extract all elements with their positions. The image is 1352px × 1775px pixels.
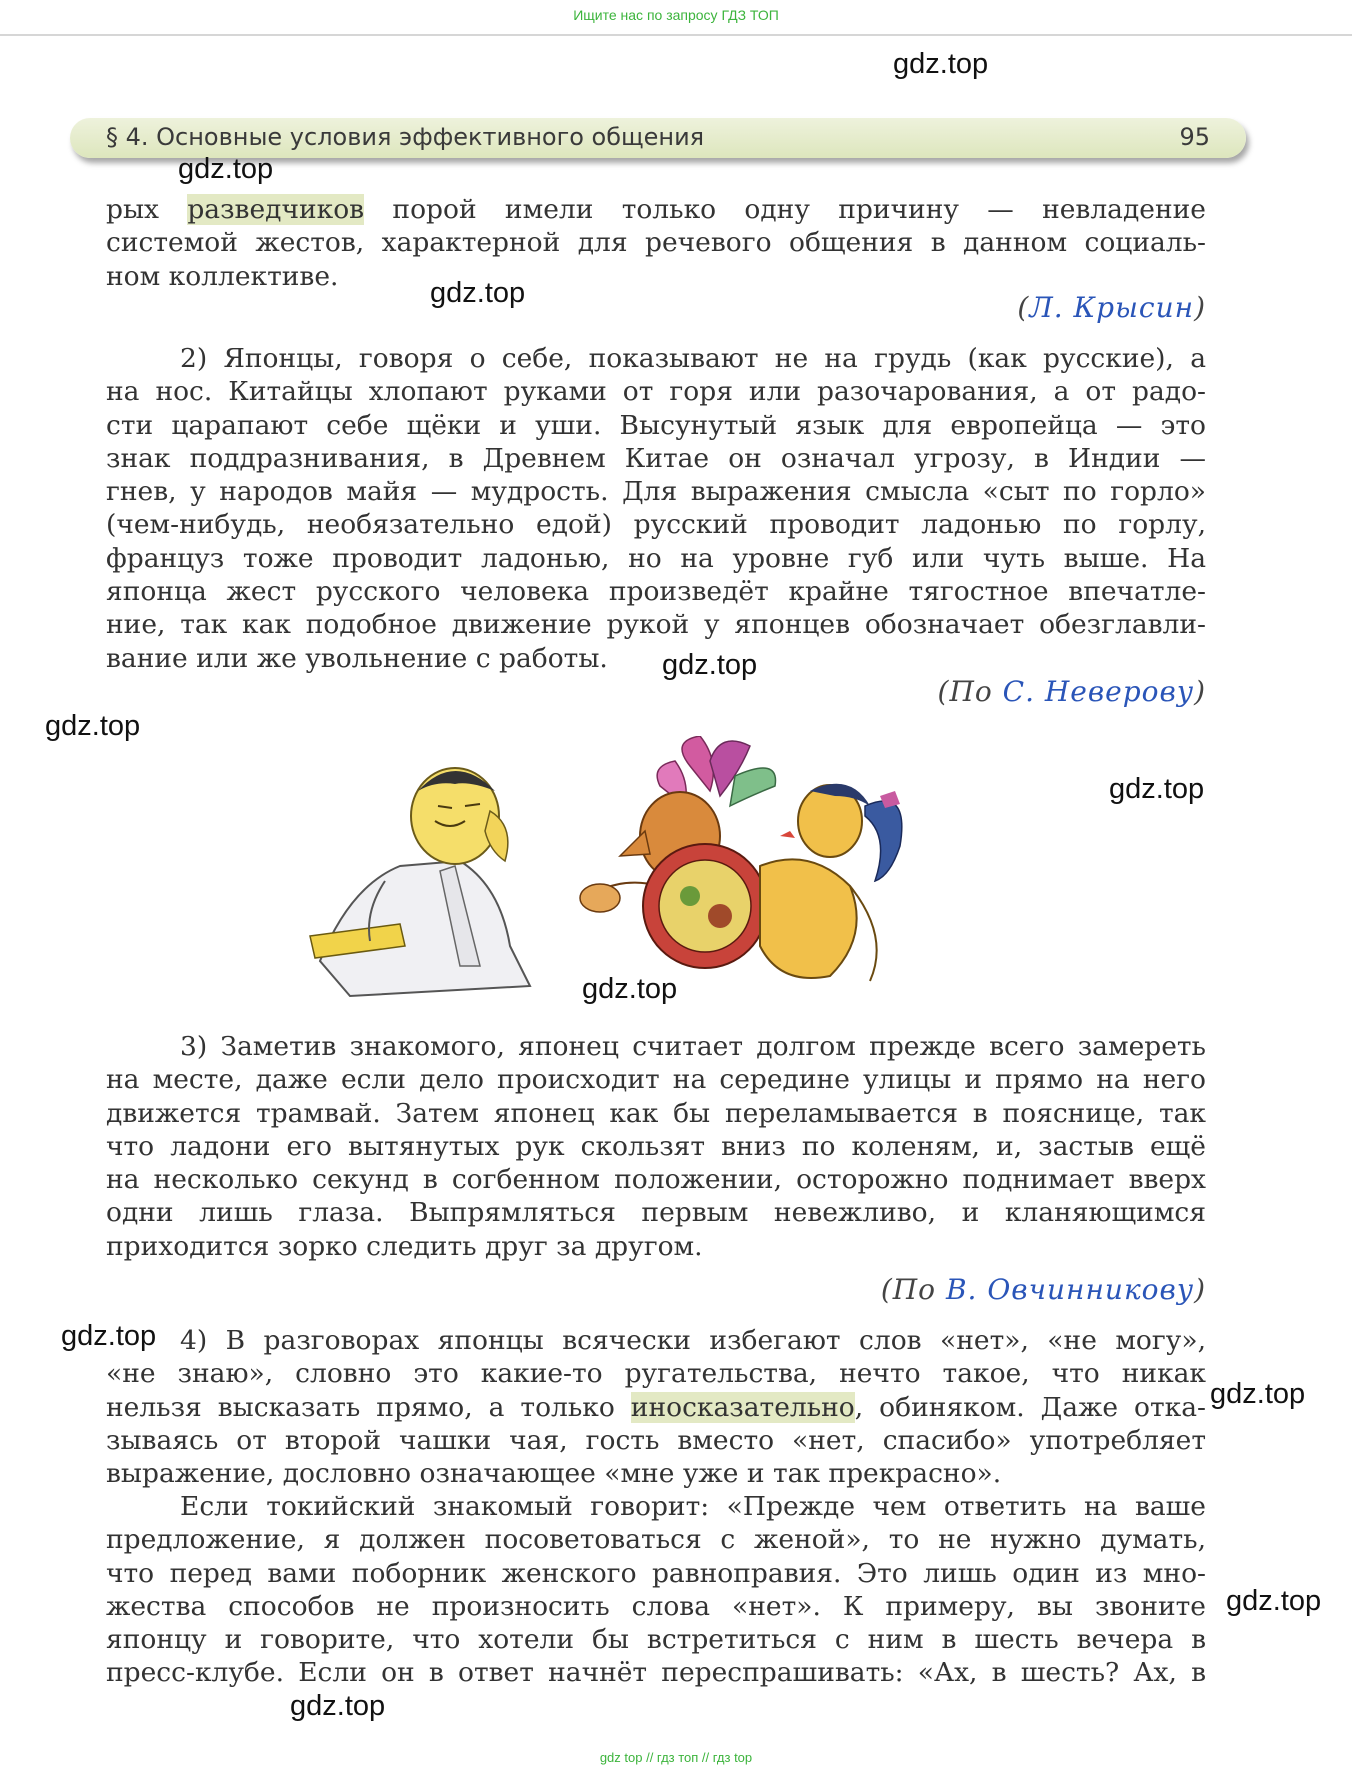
paragraph-2 bbox=[106, 342, 1206, 675]
text-line: гнев, у народов майя — мудрость. Для выражения смысла «сыт по горло» bbox=[106, 476, 1206, 508]
text-line: что перед вами поборник женского равноправия. Это лишь один из мно- bbox=[106, 1557, 1206, 1589]
watermark: gdz.top bbox=[1210, 1378, 1306, 1410]
source-attribution-2: (По С. Неверову) bbox=[937, 675, 1206, 708]
author-link[interactable]: С. Неверову bbox=[1002, 675, 1195, 708]
paragraph-5 bbox=[106, 1490, 1206, 1690]
source-attribution-3: (По В. Овчинникову) bbox=[880, 1273, 1206, 1306]
text-line: 4) В разговорах японцы всячески избегают слов «нет», «не могу», bbox=[180, 1325, 1206, 1356]
text-line: (чем-нибудь, необязательно едой) русский проводит ладонью по горлу, bbox=[106, 509, 1206, 541]
text-line: рых разведчиков порой имели только одну причину — невладение bbox=[106, 194, 1206, 225]
maya-people-illustration bbox=[580, 736, 902, 981]
watermark: gdz.top bbox=[178, 153, 274, 185]
section-title: § 4. Основные условия эффективного общения bbox=[106, 123, 705, 151]
watermark: gdz.top bbox=[430, 277, 526, 309]
highlighted-word: разведчиков bbox=[187, 194, 365, 225]
text-line: что ладони его вытянутых рук скользят вниз по коленям, и, застыв ещё bbox=[106, 1130, 1206, 1162]
paragraph-3 bbox=[106, 1030, 1206, 1263]
text-line: «не знаю», словно это какие-то ругательства, нечто такое, что никак bbox=[106, 1358, 1206, 1390]
top-banner bbox=[0, 0, 1352, 36]
text-line: японца жест русского человека произведёт крайне тягостное впечатле- bbox=[106, 576, 1206, 608]
author-link[interactable]: В. Овчинникову bbox=[945, 1273, 1195, 1306]
source-attribution-1: (Л. Крысин) bbox=[1017, 291, 1206, 324]
text-line: сти царапают себе щёки и уши. Высунутый язык для европейца — это bbox=[106, 409, 1206, 441]
text-line: движется трамвай. Затем японец как бы переламывается в пояснице, так bbox=[106, 1097, 1206, 1129]
text-line: предложение, я должен посоветоваться с женой», то не нужно думать, bbox=[106, 1524, 1206, 1556]
watermark: gdz.top bbox=[893, 48, 989, 80]
section-header bbox=[70, 118, 1246, 158]
text-line: жества способов не произносить слова «нет». К примеру, вы звоните bbox=[106, 1590, 1206, 1622]
text-line: вание или же увольнение с работы. bbox=[106, 642, 608, 674]
text-line: ном коллективе. bbox=[106, 260, 339, 292]
illustration bbox=[290, 736, 1020, 1011]
watermark: gdz.top bbox=[45, 710, 141, 742]
text-line: на нос. Китайцы хлопают руками от горя или разочарования, а от радо- bbox=[106, 376, 1206, 408]
page-number: 95 bbox=[1179, 123, 1210, 151]
text-line: системой жестов, характерной для речевого общения в данном социаль- bbox=[106, 227, 1206, 259]
text-line: француз тоже проводит ладонью, но на уровне губ или чуть выше. На bbox=[106, 542, 1206, 574]
text-line: нельзя высказать прямо, а только иносказательно, обиняком. Даже отка- bbox=[106, 1391, 1206, 1423]
paragraph-1 bbox=[106, 193, 1206, 293]
watermark: gdz.top bbox=[582, 973, 678, 1005]
text-line: Если токийский знакомый говорит: «Прежде чем ответить на ваше bbox=[180, 1491, 1206, 1522]
top-banner-text: Ищите нас по запросу ГДЗ ТОП bbox=[573, 7, 779, 23]
highlighted-word: иносказательно bbox=[630, 1391, 855, 1423]
paragraph-4 bbox=[106, 1324, 1206, 1490]
text-line: японцу и говорите, что хотели бы встретиться с ним в шесть вечера в bbox=[106, 1624, 1206, 1656]
text-line: одни лишь глаза. Выпрямляться первым невежливо, и кланяющимся bbox=[106, 1197, 1206, 1229]
watermark: gdz.top bbox=[1109, 773, 1205, 805]
watermark: gdz.top bbox=[290, 1690, 386, 1722]
text-line: приходится зорко следить друг за другом. bbox=[106, 1230, 703, 1262]
author-link[interactable]: Л. Крысин bbox=[1029, 291, 1195, 324]
text-line: выражение, дословно означающее «мне уже и так прекрасно». bbox=[106, 1458, 1002, 1490]
watermark: gdz.top bbox=[662, 649, 758, 681]
watermark: gdz.top bbox=[61, 1320, 157, 1352]
text-line: ние, так как подобное движение рукой у японцев обозначает обезглавли- bbox=[106, 609, 1206, 641]
text-line: на несколько секунд в согбенном положении, осторожно поднимает вверх bbox=[106, 1164, 1206, 1196]
chinese-man-illustration bbox=[310, 768, 530, 996]
text-line: 3) Заметив знакомого, японец считает долгом прежде всего замереть bbox=[180, 1031, 1206, 1062]
text-line: на месте, даже если дело происходит на середине улицы и прямо на него bbox=[106, 1064, 1206, 1096]
text-line: зываясь от второй чашки чая, гость вместо «нет, спасибо» употребляет bbox=[106, 1424, 1206, 1456]
text-line: знак поддразнивания, в Древнем Китае он означал угрозу, в Индии — bbox=[106, 442, 1206, 474]
text-line: 2) Японцы, говоря о себе, показывают не на грудь (как русские), а bbox=[180, 343, 1206, 374]
text-line: пресс-клубе. Если он в ответ начнёт переспрашивать: «Ах, в шесть? Ах, в bbox=[106, 1657, 1206, 1689]
footer-links: gdz top // гдз топ // гдз top bbox=[599, 1750, 753, 1765]
watermark: gdz.top bbox=[1226, 1585, 1322, 1617]
